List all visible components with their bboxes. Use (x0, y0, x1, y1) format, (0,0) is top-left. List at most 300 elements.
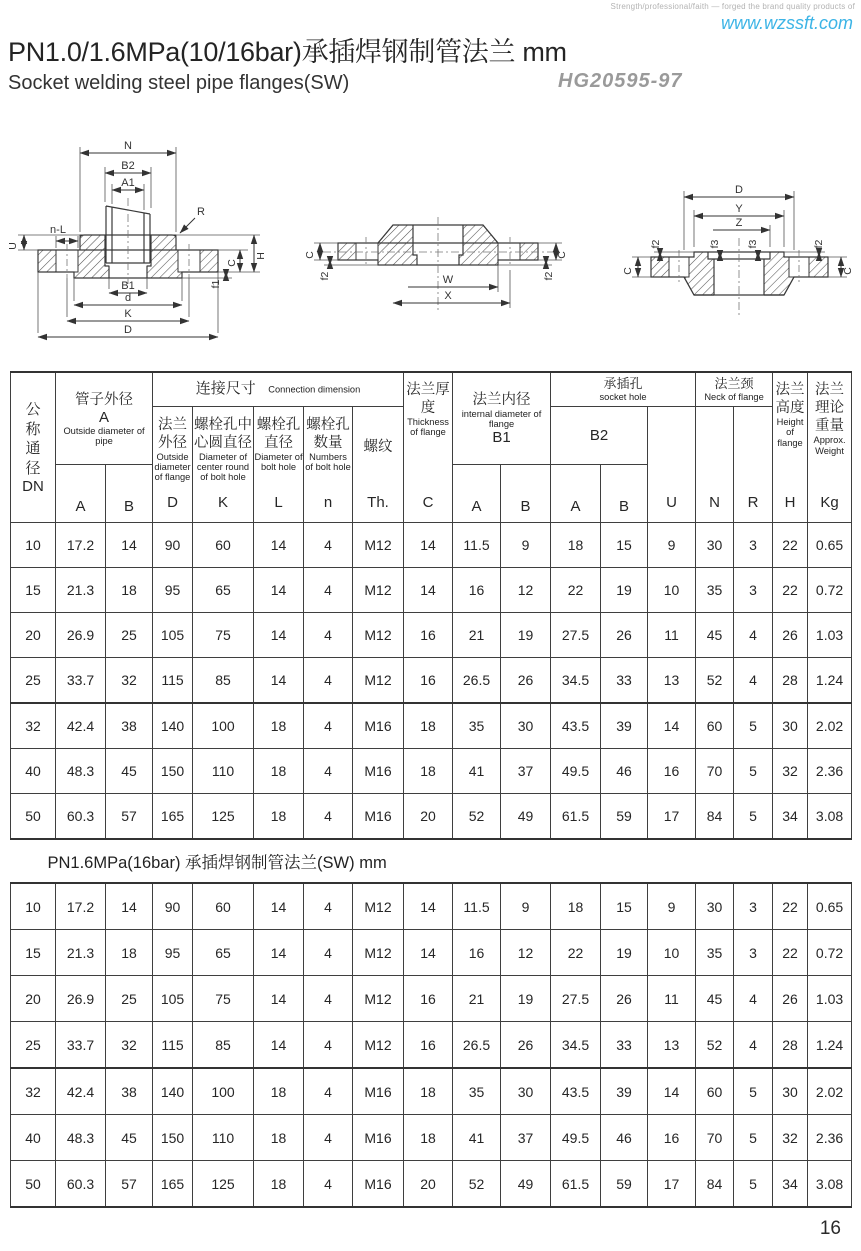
table-cell: M16 (353, 1161, 404, 1208)
table-cell: 110 (193, 1115, 254, 1161)
table-cell: 28 (773, 658, 808, 704)
table-cell: 18 (254, 794, 304, 840)
table-cell: 20 (11, 976, 56, 1022)
table-row (11, 1115, 852, 1161)
table-row (11, 930, 852, 976)
col-header-bolt-num: 螺栓孔数量 Numbers of bolt hole n (304, 407, 353, 523)
table-cell: 14 (254, 568, 304, 613)
table-cell: 14 (404, 568, 453, 613)
table-cell: 52 (696, 658, 734, 704)
table-cell: 95 (153, 568, 193, 613)
table-cell: 45 (696, 613, 734, 658)
table-cell: 90 (153, 883, 193, 930)
table-cell: 20 (404, 794, 453, 840)
col-header-thread: 螺纹 Th. (353, 407, 404, 523)
table-cell: 14 (254, 930, 304, 976)
table-cell: 11.5 (453, 883, 501, 930)
table-cell: 5 (734, 703, 773, 749)
table-cell: 15 (11, 930, 56, 976)
dim-label-u: U (8, 242, 19, 250)
table-cell: 10 (648, 930, 696, 976)
table-cell: 26.5 (453, 658, 501, 704)
table-cell: 30 (696, 523, 734, 568)
table-cell: 5 (734, 794, 773, 840)
table-cell: 57 (106, 794, 153, 840)
subcol-b2-a: A (551, 465, 601, 523)
table-cell: 33.7 (56, 1022, 106, 1069)
table-cell: 30 (501, 1068, 551, 1115)
table-cell: 30 (696, 883, 734, 930)
dim-label-r: R (197, 206, 205, 218)
dim-label-b1: B1 (121, 280, 135, 292)
table-cell: 18 (254, 1161, 304, 1208)
table-cell: 125 (193, 794, 254, 840)
table-cell: 14 (648, 703, 696, 749)
table-cell: 18 (404, 749, 453, 794)
table-cell: 4 (304, 523, 353, 568)
dim-label-nl: n-L (50, 224, 66, 236)
table-cell: 65 (193, 568, 254, 613)
table-cell: 165 (153, 1161, 193, 1208)
table-cell: 85 (193, 658, 254, 704)
table-cell: 32 (773, 749, 808, 794)
table-cell: 27.5 (551, 613, 601, 658)
table-cell: 18 (404, 1115, 453, 1161)
dim-label-h: H (255, 252, 267, 260)
table-cell: 5 (734, 749, 773, 794)
table-cell: 140 (153, 1068, 193, 1115)
table-cell: 26.9 (56, 976, 106, 1022)
standard-number: HG20595-97 (558, 70, 683, 92)
table-cell: 4 (304, 794, 353, 840)
table-cell: 26.9 (56, 613, 106, 658)
table-cell: 61.5 (551, 794, 601, 840)
table-cell: 16 (404, 658, 453, 704)
table-cell: 52 (453, 794, 501, 840)
table-cell: 1.03 (808, 976, 852, 1022)
table-cell: 4 (734, 658, 773, 704)
table-cell: 18 (254, 749, 304, 794)
table-cell: 26 (773, 976, 808, 1022)
table-cell: 3.08 (808, 794, 852, 840)
table-cell: 34 (773, 1161, 808, 1208)
table-row (11, 658, 852, 704)
subcol-b1-a: A (453, 465, 501, 523)
dim-label-z: Z (735, 217, 743, 229)
table-cell: 14 (254, 658, 304, 704)
col-header-dn (11, 372, 56, 523)
table-cell: 60 (696, 703, 734, 749)
table-cell: 33 (601, 1022, 648, 1069)
dim-label-f1: f1 (210, 279, 222, 289)
table-cell: 30 (501, 703, 551, 749)
table-cell: 16 (404, 1022, 453, 1069)
table-cell: 75 (193, 976, 254, 1022)
table-cell: 3 (734, 930, 773, 976)
table-cell: 70 (696, 749, 734, 794)
table-cell: 60 (193, 883, 254, 930)
table-cell: 95 (153, 930, 193, 976)
table-row (11, 613, 852, 658)
table-cell: 4 (304, 1022, 353, 1069)
table-cell: 49.5 (551, 749, 601, 794)
table-cell: 18 (254, 1068, 304, 1115)
table-cell: 5 (734, 1068, 773, 1115)
table-cell: 34.5 (551, 658, 601, 704)
table-cell: 17 (648, 1161, 696, 1208)
table-cell: 35 (696, 568, 734, 613)
table-cell: 18 (106, 930, 153, 976)
section2-title: PN1.6MPa(16bar) 承插焊钢制管法兰(SW) mm (11, 839, 852, 883)
table-cell: M16 (353, 1115, 404, 1161)
table-cell: M16 (353, 703, 404, 749)
dim-label-f2-right: f2 (543, 271, 555, 281)
table-cell: 85 (193, 1022, 254, 1069)
table-cell: M16 (353, 749, 404, 794)
table-cell: 32 (11, 1068, 56, 1115)
table-cell: 9 (501, 523, 551, 568)
table-cell: 49 (501, 1161, 551, 1208)
table-cell: 19 (601, 930, 648, 976)
table-cell: 50 (11, 794, 56, 840)
table-cell: 46 (601, 749, 648, 794)
table-cell: 75 (193, 613, 254, 658)
table-cell: 18 (551, 883, 601, 930)
table-cell: 15 (11, 568, 56, 613)
table-cell: 20 (404, 1161, 453, 1208)
drawing-middle-section (304, 217, 568, 312)
table-cell: 14 (254, 1022, 304, 1069)
table-cell: M12 (353, 568, 404, 613)
table-cell: 13 (648, 658, 696, 704)
dim-label-b2: B2 (121, 160, 135, 172)
dim-label-c-left: C (622, 267, 634, 275)
col-header-b2: B2 (551, 407, 648, 465)
table-cell: 4 (304, 658, 353, 704)
table-cell: 18 (254, 1115, 304, 1161)
table-cell: 26 (501, 1022, 551, 1069)
technical-drawings (8, 132, 853, 367)
table-cell: 59 (601, 794, 648, 840)
table-cell: 35 (453, 703, 501, 749)
table-cell: 9 (648, 523, 696, 568)
table-cell: 18 (551, 523, 601, 568)
table-cell: 11 (648, 976, 696, 1022)
subcol-pipe-b: B (106, 465, 153, 523)
table-cell: 100 (193, 703, 254, 749)
table-cell: 42.4 (56, 1068, 106, 1115)
table-cell: 11.5 (453, 523, 501, 568)
table-cell: 49 (501, 794, 551, 840)
table-cell: 35 (696, 930, 734, 976)
table-cell: M12 (353, 976, 404, 1022)
subcol-pipe-a: A (56, 465, 106, 523)
table-cell: 15 (601, 523, 648, 568)
table-cell: 34 (773, 794, 808, 840)
table-row (11, 523, 852, 568)
table-cell: 59 (601, 1161, 648, 1208)
table-cell: 22 (551, 930, 601, 976)
table-cell: 45 (696, 976, 734, 1022)
table-cell: M16 (353, 1068, 404, 1115)
table-cell: 165 (153, 794, 193, 840)
table-cell: 11 (648, 613, 696, 658)
table-cell: 84 (696, 1161, 734, 1208)
pn10-table-body (11, 523, 852, 840)
table-cell: 14 (106, 523, 153, 568)
table-cell: 90 (153, 523, 193, 568)
table-cell: 3.08 (808, 1161, 852, 1208)
table-cell: 2.02 (808, 703, 852, 749)
table-cell: 19 (501, 976, 551, 1022)
dim-label-d-big: D (124, 324, 132, 336)
table-cell: 5 (734, 1115, 773, 1161)
table-cell: 60.3 (56, 1161, 106, 1208)
table-cell: M12 (353, 658, 404, 704)
col-header-socket: 承插孔 socket hole (551, 372, 696, 407)
table-cell: 110 (193, 749, 254, 794)
col-header-bolt-circle: 螺栓孔中心圆直径 Diameter of center round of bolt hole K (193, 407, 254, 523)
table-cell: 43.5 (551, 1068, 601, 1115)
table-cell: 30 (773, 703, 808, 749)
table-cell: 150 (153, 749, 193, 794)
table-cell: 41 (453, 1115, 501, 1161)
col-header-connection: 连接尺寸 Connection dimension (153, 372, 404, 407)
table-cell: 41 (453, 749, 501, 794)
table-row (11, 703, 852, 749)
table-cell: 32 (106, 1022, 153, 1069)
flange-spec-table (10, 371, 852, 1208)
table-cell: 21.3 (56, 568, 106, 613)
table-cell: 4 (304, 613, 353, 658)
table-cell: 32 (11, 703, 56, 749)
dim-label-c: C (226, 259, 238, 267)
table-cell: M12 (353, 1022, 404, 1069)
table-cell: 15 (601, 883, 648, 930)
dn-code: DN (22, 478, 44, 495)
table-cell: 61.5 (551, 1161, 601, 1208)
page-title: PN1.0/1.6MPa(10/16bar)承插焊钢制管法兰 mm (8, 37, 567, 67)
table-cell: 21.3 (56, 930, 106, 976)
table-cell: 3 (734, 883, 773, 930)
table-cell: 37 (501, 749, 551, 794)
table-cell: 12 (501, 930, 551, 976)
table-cell: 4 (304, 1161, 353, 1208)
table-cell: 16 (453, 930, 501, 976)
table-cell: M12 (353, 613, 404, 658)
table-cell: M12 (353, 523, 404, 568)
table-cell: 105 (153, 613, 193, 658)
table-cell: M12 (353, 883, 404, 930)
dim-label-w: W (442, 274, 454, 286)
table-cell: 14 (404, 883, 453, 930)
table-cell: 1.24 (808, 658, 852, 704)
table-cell: 19 (501, 613, 551, 658)
table-cell: 35 (453, 1068, 501, 1115)
dim-label-f2-right: f2 (813, 239, 825, 249)
table-cell: 16 (404, 613, 453, 658)
table-cell: 26.5 (453, 1022, 501, 1069)
col-header-bolt-dia: 螺栓孔直径 Diameter of bolt hole L (254, 407, 304, 523)
table-cell: 1.03 (808, 613, 852, 658)
table-cell: 115 (153, 1022, 193, 1069)
table-cell: 16 (648, 749, 696, 794)
table-row (11, 749, 852, 794)
table-cell: 4 (304, 568, 353, 613)
dim-label-f3-left: f3 (709, 239, 721, 249)
dim-label-f3-right: f3 (747, 239, 759, 249)
table-cell: 5 (734, 1161, 773, 1208)
table-row (11, 883, 852, 930)
table-cell: 22 (773, 883, 808, 930)
table-cell: 46 (601, 1115, 648, 1161)
table-cell: 22 (773, 523, 808, 568)
flange-drawings-svg (8, 132, 853, 367)
dim-label-n-width: N (124, 140, 132, 152)
table-row (11, 794, 852, 840)
dim-label-k: K (124, 308, 132, 320)
table-cell: 22 (773, 568, 808, 613)
table-cell: 0.65 (808, 883, 852, 930)
dim-label-f2-left: f2 (319, 271, 331, 281)
website-url: www.wzssft.com (720, 13, 853, 33)
table-cell: 60.3 (56, 794, 106, 840)
table-cell: 14 (254, 976, 304, 1022)
dim-label-c-left: C (304, 251, 316, 259)
table-cell: 48.3 (56, 749, 106, 794)
table-cell: 49.5 (551, 1115, 601, 1161)
table-cell: 0.72 (808, 568, 852, 613)
table-cell: 1.24 (808, 1022, 852, 1069)
table-cell: 0.72 (808, 930, 852, 976)
table-cell: 40 (11, 1115, 56, 1161)
dim-label-c-right: C (842, 267, 853, 275)
table-cell: 39 (601, 1068, 648, 1115)
table-cell: 14 (254, 613, 304, 658)
table-cell: 2.36 (808, 1115, 852, 1161)
table-cell: 4 (304, 883, 353, 930)
table-cell: 50 (11, 1161, 56, 1208)
table-cell: 20 (11, 613, 56, 658)
table-row (11, 976, 852, 1022)
table-cell: 25 (11, 658, 56, 704)
table-cell: 16 (404, 976, 453, 1022)
dim-label-a1: A1 (121, 177, 135, 189)
table-cell: 4 (304, 1115, 353, 1161)
table-cell: 17.2 (56, 883, 106, 930)
table-cell: 115 (153, 658, 193, 704)
table-cell: 14 (106, 883, 153, 930)
table-cell: 4 (304, 1068, 353, 1115)
table-cell: 4 (304, 930, 353, 976)
table-cell: 33.7 (56, 658, 106, 704)
page-subtitle: Socket welding steel pipe flanges(SW) (8, 72, 350, 94)
table-cell: 60 (696, 1068, 734, 1115)
table-cell: 26 (601, 976, 648, 1022)
table-cell: 52 (453, 1161, 501, 1208)
table-cell: 33 (601, 658, 648, 704)
table-cell: 100 (193, 1068, 254, 1115)
table-cell: 18 (106, 568, 153, 613)
table-row (11, 568, 852, 613)
table-cell: 10 (11, 883, 56, 930)
col-header-pipe-od: 管子外径 A Outside diameter of pipe (56, 372, 153, 465)
table-cell: 18 (254, 703, 304, 749)
table-cell: 14 (404, 523, 453, 568)
table-cell: 21 (453, 613, 501, 658)
drawing-right-section (622, 184, 853, 317)
table-cell: 28 (773, 1022, 808, 1069)
subcol-b2-b: B (601, 465, 648, 523)
table-cell: 25 (11, 1022, 56, 1069)
table-cell: 45 (106, 749, 153, 794)
table-cell: 37 (501, 1115, 551, 1161)
table-cell: 18 (404, 703, 453, 749)
table-cell: 34.5 (551, 1022, 601, 1069)
table-cell: 19 (601, 568, 648, 613)
table-cell: 25 (106, 613, 153, 658)
table-cell: 140 (153, 703, 193, 749)
table-cell: 30 (773, 1068, 808, 1115)
table-cell: 17 (648, 794, 696, 840)
table-cell: 27.5 (551, 976, 601, 1022)
table-cell: 14 (254, 523, 304, 568)
table-cell: 26 (501, 658, 551, 704)
table-cell: 12 (501, 568, 551, 613)
table-cell: 10 (648, 568, 696, 613)
dim-label-y: Y (735, 203, 743, 215)
table-cell: 3 (734, 523, 773, 568)
dim-label-c-right: C (556, 251, 568, 259)
table-cell: 14 (648, 1068, 696, 1115)
table-cell: 38 (106, 703, 153, 749)
table-cell: 16 (648, 1115, 696, 1161)
table-cell: 3 (734, 568, 773, 613)
table-cell: 9 (501, 883, 551, 930)
table-cell: 14 (254, 883, 304, 930)
table-row (11, 1161, 852, 1208)
table-row (11, 1022, 852, 1069)
col-header-r: R (734, 407, 773, 523)
table-cell: 14 (404, 930, 453, 976)
table-cell: 13 (648, 1022, 696, 1069)
dim-label-d: D (735, 184, 743, 196)
table-cell: 16 (453, 568, 501, 613)
table-cell: M12 (353, 930, 404, 976)
table-cell: 4 (304, 703, 353, 749)
table-cell: 26 (601, 613, 648, 658)
table-cell: 84 (696, 794, 734, 840)
table-cell: 26 (773, 613, 808, 658)
subcol-b1-b: B (501, 465, 551, 523)
col-header-weight: 法兰理论重量 Approx. Weight Kg (808, 372, 852, 523)
drawing-left-section (8, 140, 267, 337)
table-cell: 0.65 (808, 523, 852, 568)
col-header-neck: 法兰颈 Neck of flange (696, 372, 773, 407)
table-cell: 10 (11, 523, 56, 568)
table-cell: 150 (153, 1115, 193, 1161)
brand-tagline: Strength/professional/faith — forged the brand quality products of (610, 2, 855, 11)
table-cell: 105 (153, 976, 193, 1022)
table-cell: 65 (193, 930, 254, 976)
table-cell: 25 (106, 976, 153, 1022)
table-cell: 22 (551, 568, 601, 613)
table-cell: 9 (648, 883, 696, 930)
table-cell: 48.3 (56, 1115, 106, 1161)
table-cell: 40 (11, 749, 56, 794)
table-cell: 17.2 (56, 523, 106, 568)
table-cell: 32 (106, 658, 153, 704)
